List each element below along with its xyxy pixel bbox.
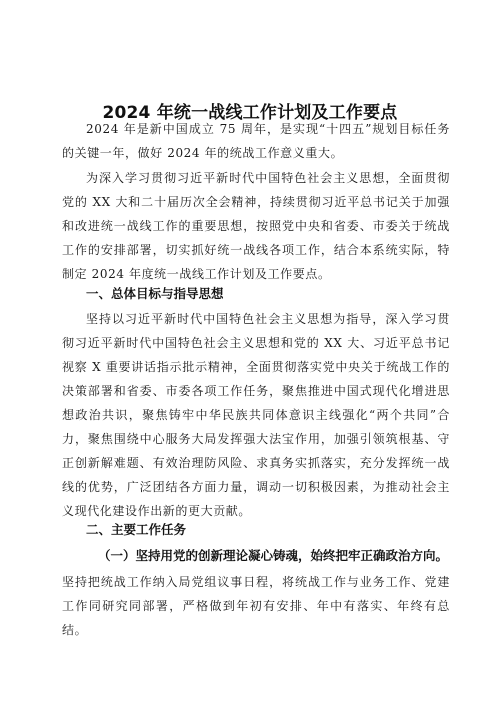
section-1-paragraph: 坚持以习近平新时代中国特色社会主义思想为指导，深入学习贯彻习近平新时代中国特色社会主义思想和党的 XX 大、习近平总书记视察 X 重要讲话指示批示精神，全面贯彻落实党中央关于统战工作的决策部署和省委、市委各项工作任务，聚焦推进中国式现代化增进思想政治共识，聚焦铸牢中华民族共同体意识主线强化“两个共同”合力，聚焦围绕中心服务大局发挥强大法宝作用，加强引领筑根基、守正创新解难题、有效治理防风险、求真务实抓落实，充分发挥统一战线的优势，广泛团结各方面力量，调动一切积极因素，为推动社会主义现代化建设作出新的更大贡献。: [62, 312, 450, 518]
intro-paragraph-2: 为深入学习贯彻习近平新时代中国特色社会主义思想，全面贯彻党的 XX 大和二十届历次全会精神，持续贯彻习近平总书记关于加强和改进统一战线工作的重要思想，按照党中央和省委、市委关于统战工作的安排部署，切实抓好统一战线各项工作，结合本系统实际，特制定 2024 年度统一战线工作计划及工作要点。: [62, 171, 450, 281]
subsection-1-heading: （一）坚持用党的创新理论凝心铸魂，始终把牢正确政治方向。: [98, 548, 449, 563]
section-1-heading: 一、总体目标与指导思想: [86, 286, 224, 301]
intro-paragraph-1: 2024 年是新中国成立 75 周年，是实现“十四五”规划目标任务的关键一年，做好 2024 年的统战工作意义重大。: [62, 122, 450, 160]
subsection-1-paragraph: 坚持把统战工作纳入局党组议事日程，将统战工作与业务工作、党建工作同研究同部署，严格做到年初有安排、年中有落实、年终有总结。: [62, 575, 450, 637]
section-2-heading: 二、主要工作任务: [86, 522, 187, 537]
document-title: 2024 年统一战线工作计划及工作要点: [102, 103, 398, 124]
